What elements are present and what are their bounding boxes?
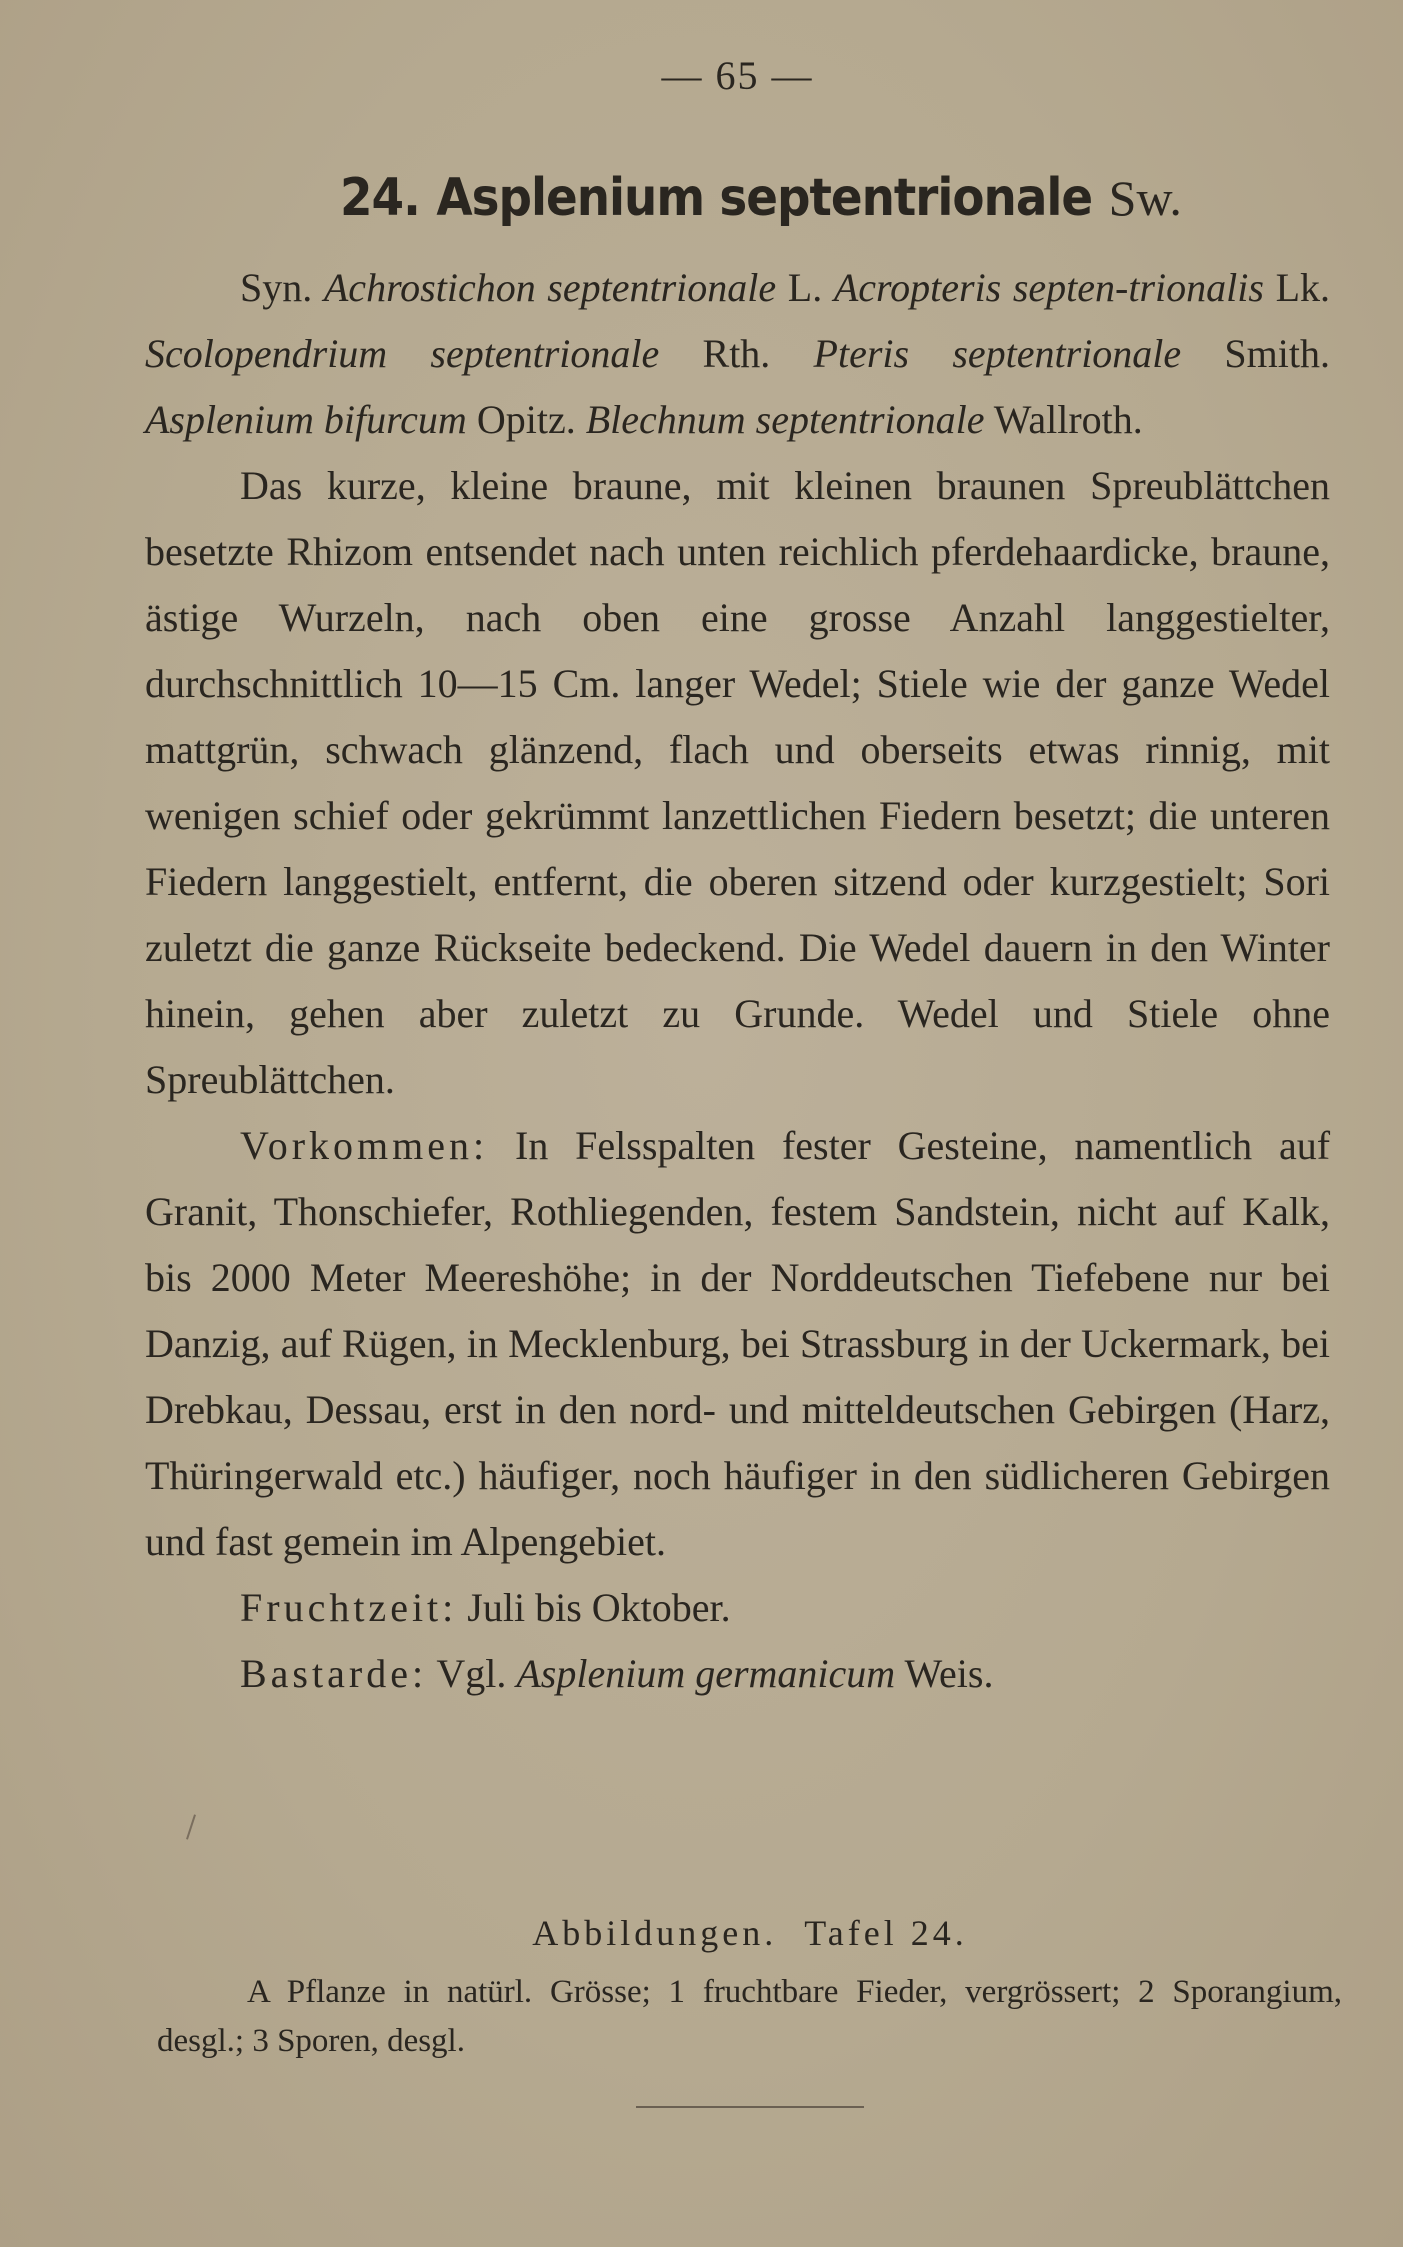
hybrids-paragraph: [145, 1641, 1330, 1707]
fruit-time-label: Fruchtzeit:: [240, 1585, 458, 1630]
occurrence-paragraph: [145, 1113, 1330, 1575]
synonyms-label: Syn.: [240, 265, 313, 310]
hybrids-label: Bastarde:: [240, 1651, 428, 1696]
synonym-name: septentrionale: [952, 331, 1182, 376]
synonym-name: Achrostichon septentrionale: [323, 265, 777, 310]
species-title: [340, 168, 1182, 228]
species-name: Asplenium septentrionale: [436, 168, 1093, 228]
margin-mark: [186, 1814, 196, 1839]
description-paragraph: Das kurze, kleine braune, mit kleinen braunen Spreublättchen besetzte Rhizom entsendet nach unten reichlich pferdehaardicke, braune, ästige Wurzeln, nach oben eine grosse Anzahl langgestielter, durchschnittlich 10—15 Cm. langer Wedel; Stiele wie der ganze Wedel mattgrün, schwach glänzend, flach und oberseits etwas rinnig, mit wenigen schief oder gekrümmt lanzettlichen Fiedern besetzt; die unteren Fiedern langgestielt, entfernt, die oberen sitzend oder kurzgestielt; Sori zuletzt die ganze Rückseite bedeckend. Die Wedel dauern in den Winter hinein, gehen aber zuletzt zu Grunde. Wedel und Stiele ohne Spreublättchen.: [145, 463, 1330, 1102]
illustrations-label: Abbildungen.: [532, 1913, 778, 1953]
synonym-author: L.: [787, 265, 823, 310]
fruit-time-paragraph: [145, 1575, 1330, 1641]
synonym-name: Scolopendrium septentrionale: [145, 331, 660, 376]
synonym-author: Lk.: [1275, 265, 1331, 310]
species-author: Sw.: [1108, 170, 1182, 226]
hybrids-name: Asplenium germanicum: [516, 1651, 896, 1696]
synonym-name: Blechnum: [585, 397, 746, 442]
synonym-name: trionalis: [1128, 265, 1264, 310]
main-text: [145, 255, 1330, 1707]
fruit-time-text: Juli bis Oktober.: [467, 1585, 731, 1630]
occurrence-text: In Felsspalten fester Gesteine, namentlich auf Granit, Thonschiefer, Rothliegenden, festem Sandstein, nicht auf Kalk, bis 2000 Meter Meereshöhe; in der Norddeutschen Tiefebene nur bei Danzig, auf Rügen, in Mecklenburg, bei Strassburg in der Uckermark, bei Drebkau, Dessau, erst in den nord- und mitteldeutschen Gebirgen (Harz, Thüringerwald etc.) häufiger, noch häufiger in den südlicheren Gebirgen und fast gemein im Alpengebiet.: [145, 1123, 1331, 1564]
synonym-author: Wallroth.: [993, 397, 1143, 442]
hybrids-author: Weis.: [904, 1651, 994, 1696]
illustrations-plate: Tafel 24.: [804, 1913, 968, 1953]
illustrations-caption: [157, 1968, 1342, 2066]
species-number: 24.: [340, 168, 420, 228]
illustrations-heading: [0, 1912, 1403, 1954]
synonym-name: septentrionale: [755, 397, 985, 442]
synonyms-paragraph: [145, 255, 1330, 453]
synonym-name: Acropteris septen-: [833, 265, 1129, 310]
hybrids-prefix: Vgl.: [436, 1651, 507, 1696]
synonym-author: Opitz.: [476, 397, 576, 442]
synonym-name: Asplenium bifurcum: [145, 397, 467, 442]
synonym-author: Smith.: [1224, 331, 1331, 376]
end-rule: [636, 2106, 864, 2108]
page-number: — 65 —: [661, 53, 814, 98]
occurrence-label: Vorkommen:: [240, 1123, 489, 1168]
synonym-author: Rth.: [702, 331, 771, 376]
synonym-name: Pteris: [813, 331, 910, 376]
illustrations-text: A Pflanze in natürl. Grösse; 1 fruchtbare Fieder, vergrössert; 2 Sporangium, desgl.; 3 Sporen, desgl.: [157, 1974, 1342, 2059]
